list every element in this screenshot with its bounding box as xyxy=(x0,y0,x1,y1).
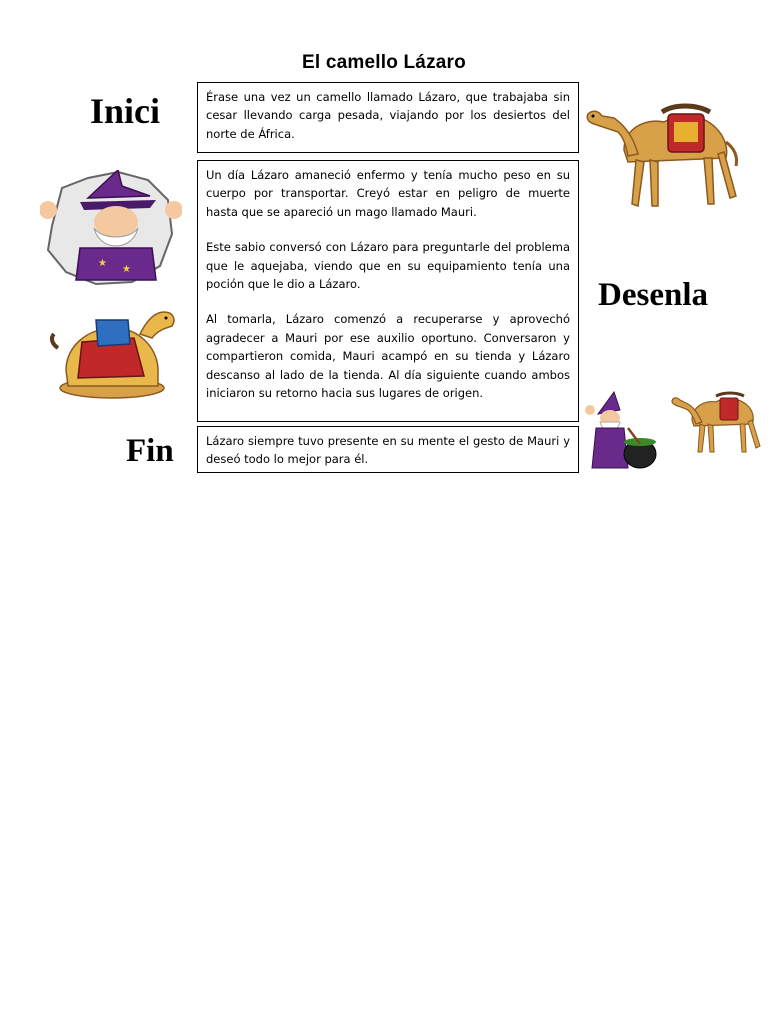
text-box-fin xyxy=(197,426,579,473)
paragraph-inicio-1: Érase una vez un camello llamado Lázaro, que trabajaba sin cesar llevando carga pesada, viajando por los desiertos del norte de África. xyxy=(206,90,570,141)
wizard-icon xyxy=(40,170,182,290)
label-inicio: Inici xyxy=(90,91,161,131)
page-title: El camello Lázaro xyxy=(302,52,466,73)
paragraph-fin-1: Lázaro siempre tuvo presente en su mente el gesto de Mauri y deseó todo lo mejor para él. xyxy=(206,434,570,467)
text-box-inicio xyxy=(197,82,579,153)
camel-icon xyxy=(584,92,744,217)
svg-text:★: ★ xyxy=(98,258,107,269)
camel-small-icon xyxy=(670,386,762,458)
paragraph-desarrollo-3: Al tomarla, Lázaro comenzó a recuperarse y aprovechó agradecer a Mauri por ese auxilio oportuno. Conversaron y compartieron comida, Mauri acampó en su tienda y Lázaro descanso al lado de la tienda. Al día siguiente cuando ambos iniciaron su retorno hacia sus lugares de origen. xyxy=(206,312,570,401)
svg-text:★: ★ xyxy=(122,264,131,275)
label-desenlace: Desenla xyxy=(598,277,708,313)
camel-resting-icon xyxy=(48,298,178,402)
label-fin: Fin xyxy=(126,433,174,469)
paragraph-desarrollo-2: Este sabio conversó con Lázaro para preguntarle del problema que le aquejaba, viendo que en su equipamiento tenía una poción que le dio a Lázaro. xyxy=(206,240,570,292)
text-box-desarrollo xyxy=(197,160,579,422)
wizard-cauldron-icon xyxy=(584,388,660,470)
paragraph-desarrollo-1: Un día Lázaro amaneció enfermo y tenía mucho peso en su cuerpo por transportar. Creyó estar en peligro de muerte hasta que se apareció un mago llamado Mauri. xyxy=(206,168,570,219)
